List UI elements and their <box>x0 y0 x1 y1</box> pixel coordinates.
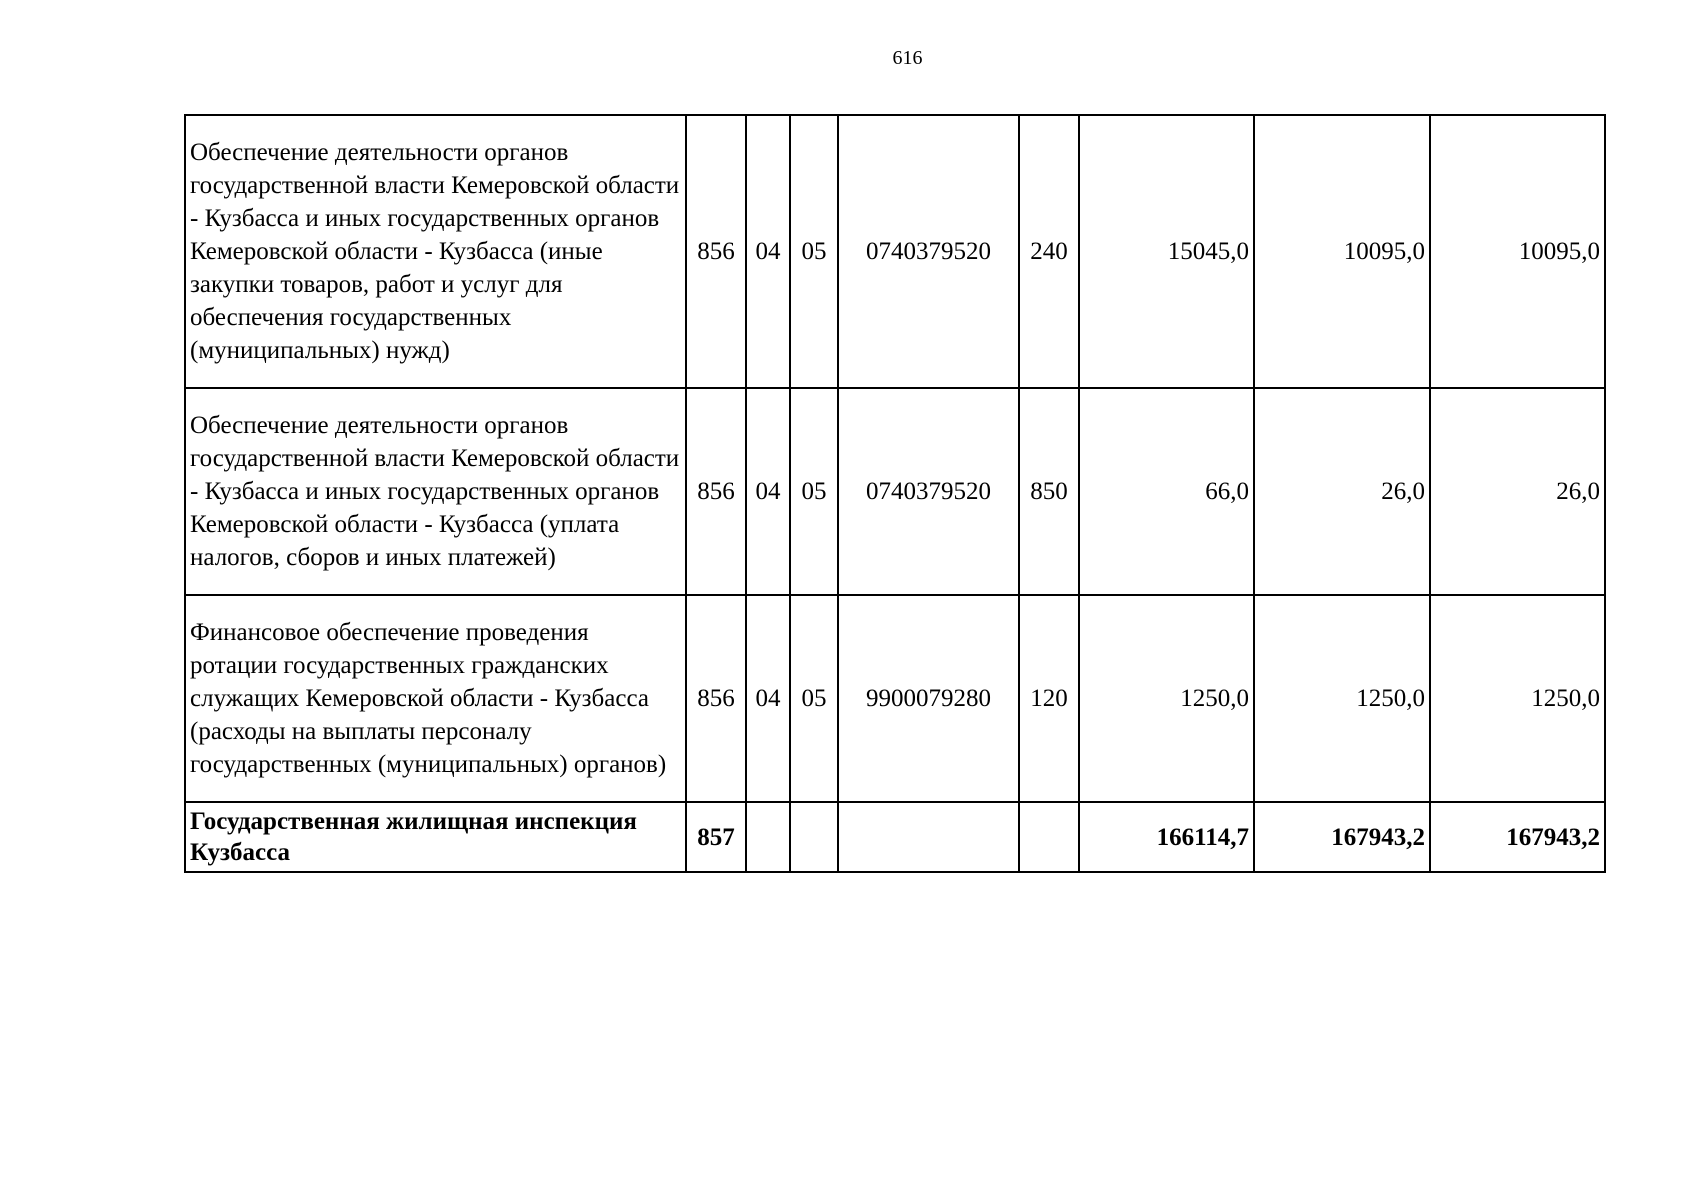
target-article-cell: 0740379520 <box>838 388 1019 595</box>
expense-type-cell <box>1019 802 1079 872</box>
amount-2-cell: 1250,0 <box>1254 595 1430 802</box>
subsection-code-cell: 05 <box>790 388 838 595</box>
target-article-cell: 9900079280 <box>838 595 1019 802</box>
amount-3-cell: 10095,0 <box>1430 115 1605 388</box>
amount-3-cell: 167943,2 <box>1430 802 1605 872</box>
amount-1-cell: 66,0 <box>1079 388 1254 595</box>
table-row <box>185 595 1605 802</box>
section-code-cell <box>746 802 790 872</box>
amount-1-cell: 1250,0 <box>1079 595 1254 802</box>
expense-type-cell: 120 <box>1019 595 1079 802</box>
amount-3-cell: 26,0 <box>1430 388 1605 595</box>
amount-3-cell: 1250,0 <box>1430 595 1605 802</box>
target-article-cell: 0740379520 <box>838 115 1019 388</box>
table-row-total <box>185 802 1605 872</box>
amount-1-cell: 166114,7 <box>1079 802 1254 872</box>
amount-1-cell: 15045,0 <box>1079 115 1254 388</box>
expense-type-cell: 240 <box>1019 115 1079 388</box>
target-article-cell <box>838 802 1019 872</box>
expense-name-cell: Государственная жилищная инспекция Кузбасса <box>185 802 686 872</box>
subsection-code-cell: 05 <box>790 595 838 802</box>
budget-table <box>184 114 1606 873</box>
expense-type-cell: 850 <box>1019 388 1079 595</box>
amount-2-cell: 26,0 <box>1254 388 1430 595</box>
ministry-code-cell: 856 <box>686 115 746 388</box>
ministry-code-cell: 856 <box>686 595 746 802</box>
ministry-code-cell: 857 <box>686 802 746 872</box>
subsection-code-cell: 05 <box>790 115 838 388</box>
ministry-code-cell: 856 <box>686 388 746 595</box>
subsection-code-cell <box>790 802 838 872</box>
amount-2-cell: 167943,2 <box>1254 802 1430 872</box>
section-code-cell: 04 <box>746 115 790 388</box>
table-row <box>185 115 1605 388</box>
section-code-cell: 04 <box>746 595 790 802</box>
page-number: 616 <box>892 47 923 69</box>
table-row <box>185 388 1605 595</box>
amount-2-cell: 10095,0 <box>1254 115 1430 388</box>
expense-name-cell: Обеспечение деятельности органов государственной власти Кемеровской области - Кузбасса и иных государственных органов Кемеровской области - Кузбасса (иные закупки товаров, работ и услуг для обеспечения государственных (муниципальных) нужд) <box>185 115 686 388</box>
section-code-cell: 04 <box>746 388 790 595</box>
expense-name-cell: Обеспечение деятельности органов государственной власти Кемеровской области - Кузбасса и иных государственных органов Кемеровской области - Кузбасса (уплата налогов, сборов и иных платежей) <box>185 388 686 595</box>
expense-name-cell: Финансовое обеспечение проведения ротации государственных гражданских служащих Кемеровской области - Кузбасса (расходы на выплаты персоналу государственных (муниципальных) органов) <box>185 595 686 802</box>
